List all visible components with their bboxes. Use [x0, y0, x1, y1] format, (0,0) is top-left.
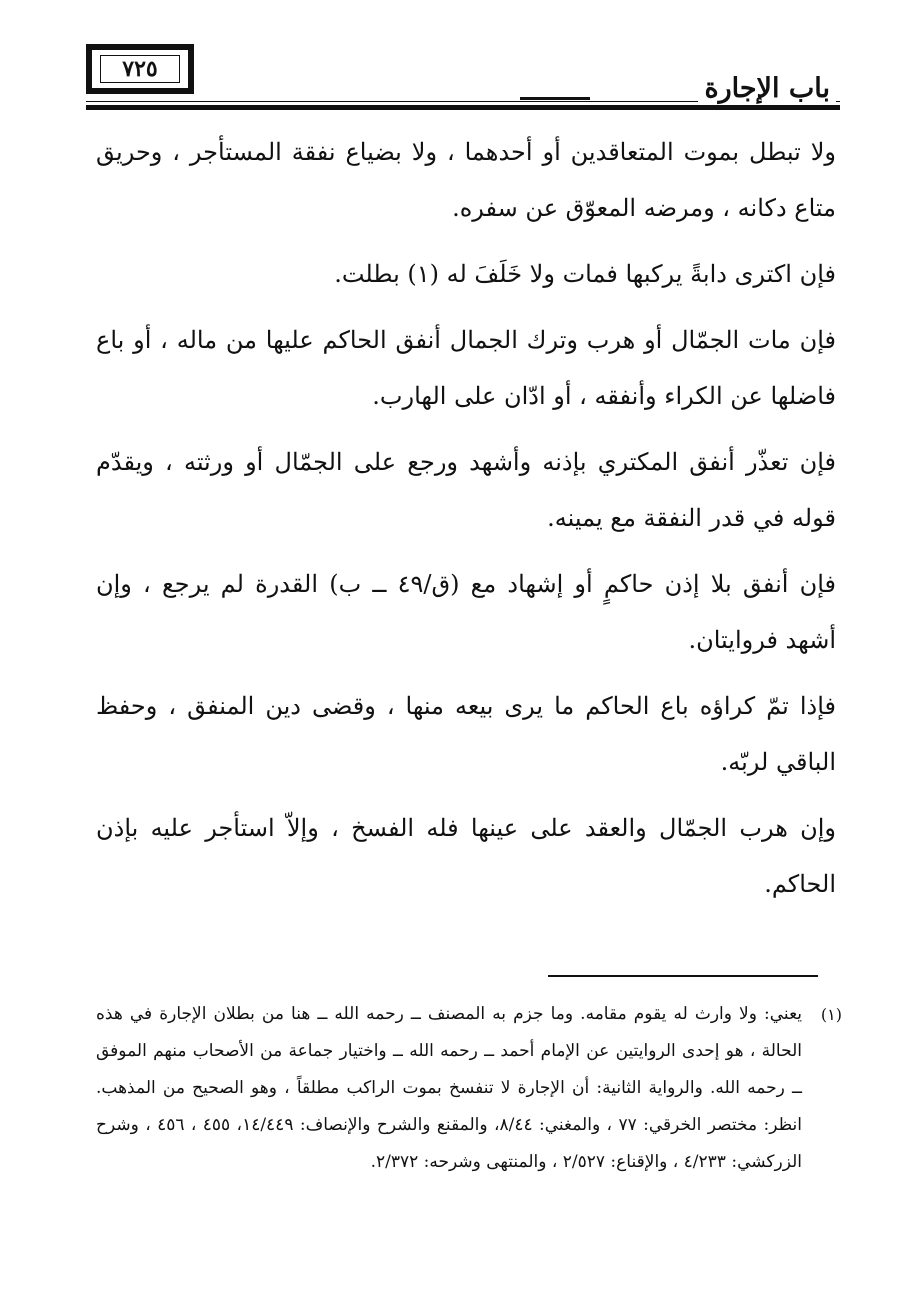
paragraph: فإن أنفق بلا إذن حاكمٍ أو إشهاد مع (ق/٤٩ ــ ب) القدرة لم يرجع ، وإن أشهد فروايتان. [96, 570, 836, 654]
paragraph: فإن مات الجمّال أو هرب وترك الجمال أنفق الحاكم عليها من ماله ، أو باع فاضلها عن الكراء وأنفقه ، أو ادّان على الهارب. [96, 326, 836, 410]
main-text [96, 124, 836, 922]
page-number: ٧٢٥ [100, 55, 180, 83]
paragraph: فإن تعذّر أنفق المكتري بإذنه وأشهد ورجع على الجمّال أو ورثته ، ويقدّم قوله في قدر النفقة مع يمينه. [96, 448, 836, 532]
paragraph: وإن هرب الجمّال والعقد على عينها فله الفسخ ، وإلاّ استأجر عليه بإذن الحاكم. [96, 814, 836, 898]
title-dash-left [520, 97, 590, 100]
footnote [96, 996, 842, 1181]
paragraph: فإن اكترى دابةً يركبها فمات ولا خَلَفَ له (١) بطلت. [334, 260, 836, 288]
footnote-text: يعني: ولا وارث له يقوم مقامه. وما جزم به المصنف ــ رحمه الله ــ هنا من بطلان الإجارة في هذه الحالة ، هو إحدى الروايتين عن الإمام أحمد ــ رحمه الله ــ واختيار جماعة من الأصحاب منهم الموفق ــ رحمه الله. والرواية الثانية: أن الإجارة لا تنفسخ بموت الراكب مطلقاً ، وهو الصحيح من المذهب. انظر: مختصر الخرقي: ٧٧ ، والمغني: ٨/٤٤، والمقنع والشرح والإنصاف: ١٤/٤٤٩، ٤٥٥ ، ٤٥٦ ، وشرح الزركشي: ٤/٢٣٣ ، والإقناع: ٢/٥٢٧ ، والمنتهى وشرحه: ٢/٣٧٢. [96, 1004, 802, 1172]
header-rule-thick [86, 105, 840, 110]
chapter-title: باب الإجارة [698, 73, 836, 105]
page-number-box [86, 44, 194, 94]
paragraph: ولا تبطل بموت المتعاقدين أو أحدهما ، ولا بضياع نفقة المستأجر ، وحريق متاع دكانه ، ومرضه المعوّق عن سفره. [96, 138, 836, 222]
footnote-separator [548, 975, 818, 977]
paragraph: فإذا تمّ كراؤه باع الحاكم ما يرى بيعه منها ، وقضى دين المنفق ، وحفظ الباقي لربّه. [96, 692, 836, 776]
footnote-marker: (١) [820, 1005, 842, 1024]
